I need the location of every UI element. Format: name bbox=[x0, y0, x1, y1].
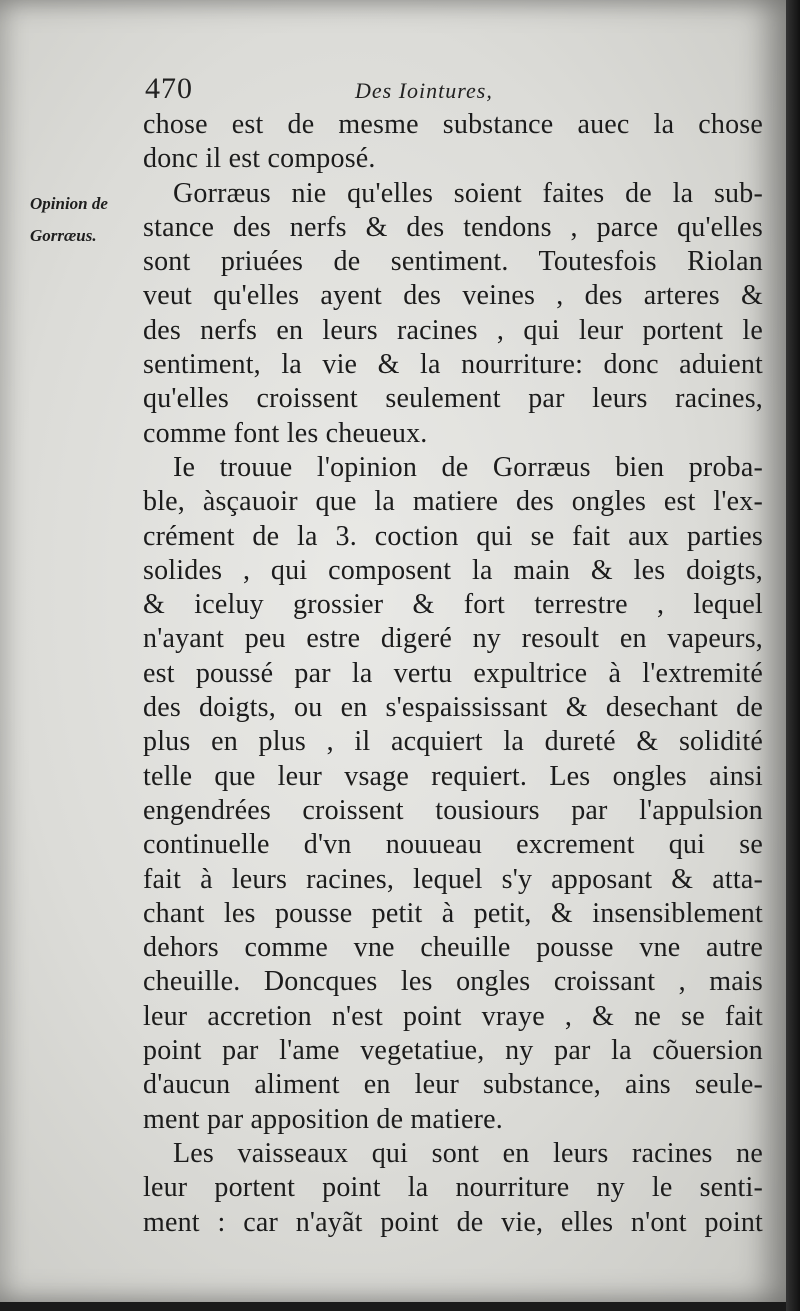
text-line: fait à leurs racines, lequel s'y apposant & atta- bbox=[143, 863, 763, 895]
text-line: des doigts, ou en s'espaississant & desechant de bbox=[143, 692, 763, 724]
text-line: donc il est composé. bbox=[143, 143, 376, 175]
page-header bbox=[145, 72, 755, 112]
running-title: Des Iointures, bbox=[355, 78, 493, 103]
page-number: 470 bbox=[145, 72, 193, 105]
text-line: leur portent point la nourriture ny le senti- bbox=[143, 1172, 763, 1204]
text-line: stance des nerfs & des tendons , parce qu'elles bbox=[143, 211, 763, 243]
text-line: & iceluy grossier & fort terrestre , lequel bbox=[143, 589, 763, 621]
text-line: dehors comme vne cheuille pousse vne autre bbox=[143, 932, 763, 964]
text-line: chant les pousse petit à petit, & insensiblement bbox=[143, 897, 763, 929]
margin-note bbox=[30, 188, 150, 252]
text-line: chose est de mesme substance auec la chose bbox=[143, 109, 763, 140]
text-line: cheuille. Doncques les ongles croissant , mais bbox=[143, 966, 763, 998]
text-line: telle que leur vsage requiert. Les ongles ainsi bbox=[143, 760, 763, 792]
text-line: Gorræus nie qu'elles soient faites de la sub- bbox=[173, 177, 763, 209]
text-line: d'aucun aliment en leur substance, ains seule- bbox=[143, 1069, 763, 1101]
text-line: qu'elles croissent seulement par leurs racines, bbox=[143, 383, 763, 415]
text-line: n'ayant peu estre digeré ny resoult en vapeurs, bbox=[143, 623, 763, 655]
text-line: plus en plus , il acquiert la dureté & solidité bbox=[143, 726, 763, 758]
text-line: crément de la 3. coction qui se fait aux parties bbox=[143, 520, 763, 552]
text-line: veut qu'elles ayent des veines , des arteres & bbox=[143, 280, 763, 312]
text-line: engendrées croissent tousiours par l'appulsion bbox=[143, 794, 763, 826]
text-line: ment par apposition de matiere. bbox=[143, 1103, 503, 1135]
margin-note-line: Gorræus. bbox=[30, 226, 97, 245]
text-line: continuelle d'vn nouueau excrement qui se bbox=[143, 829, 763, 861]
text-line: ment : car n'ayãt point de vie, elles n'ont point bbox=[143, 1206, 763, 1238]
text-line: comme font les cheueux. bbox=[143, 417, 428, 449]
margin-note-line: Opinion de bbox=[30, 194, 108, 213]
text-line: est poussé par la vertu expultrice à l'extremité bbox=[143, 657, 763, 689]
page-edge-shadow bbox=[786, 0, 800, 1311]
text-line: des nerfs en leurs racines , qui leur portent le bbox=[143, 314, 763, 346]
text-line: leur accretion n'est point vraye , & ne se fait bbox=[143, 1000, 763, 1032]
text-line: Les vaisseaux qui sont en leurs racines ne bbox=[173, 1137, 763, 1169]
text-line: point par l'ame vegetatiue, ny par la cõuersion bbox=[143, 1035, 763, 1067]
text-line: Ie trouue l'opinion de Gorræus bien proba- bbox=[173, 451, 763, 483]
text-line: sont priuées de sentiment. Toutesfois Riolan bbox=[143, 246, 763, 278]
text-line: ble, àsçauoir que la matiere des ongles est l'ex- bbox=[143, 486, 763, 518]
text-line: solides , qui composent la main & les doigts, bbox=[143, 554, 763, 586]
body-text bbox=[143, 108, 763, 1240]
text-line: sentiment, la vie & la nourriture: donc aduient bbox=[143, 349, 763, 381]
